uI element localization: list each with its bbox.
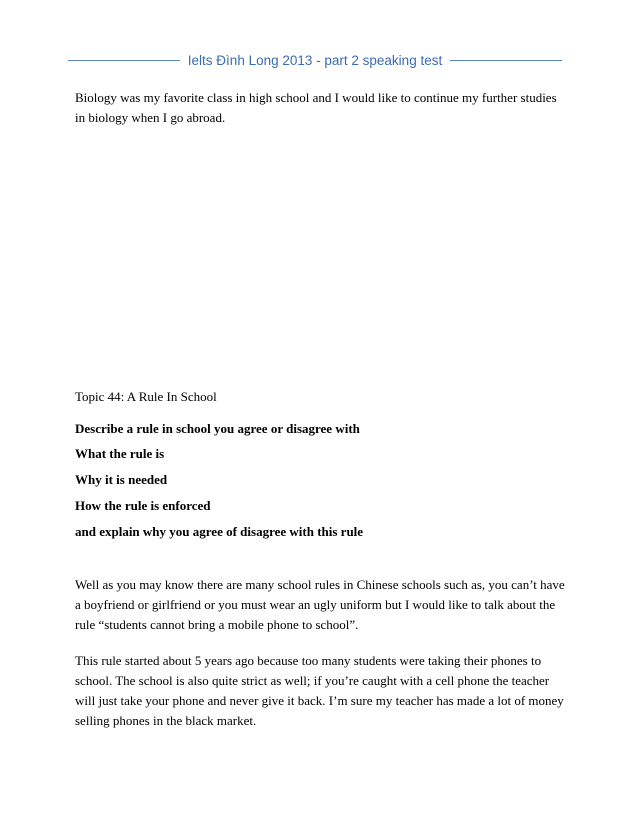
answer-paragraph-2: This rule started about 5 years ago because too many students were taking their phones to school. The school is also quite strict as well; if you’re caught with a cell phone the teacher will just take your phone and never give it back. I’m sure my teacher has made a lot of money selling phones in the black market. bbox=[75, 653, 564, 728]
cue-card-main: Describe a rule in school you agree or disagree with bbox=[75, 421, 360, 436]
page-header bbox=[68, 50, 562, 70]
cue-point-1: What the rule is bbox=[75, 446, 165, 461]
cue-point-4: and explain why you agree of disagree with this rule bbox=[75, 524, 364, 539]
intro-paragraph: Biology was my favorite class in high school and I would like to continue my further studies in biology when I go abroad. bbox=[75, 90, 557, 125]
header-rule-right bbox=[450, 60, 562, 61]
header-title: Ielts Đình Long 2013 - part 2 speaking test bbox=[187, 52, 443, 68]
cue-point-2: Why it is needed bbox=[75, 472, 168, 487]
answer-paragraph-1: Well as you may know there are many school rules in Chinese schools such as, you can’t have a boyfriend or girlfriend or you must wear an ugly uniform but I would like to talk about the rule “students cannot bring a mobile phone to school”. bbox=[75, 577, 565, 632]
header-rule-left bbox=[68, 60, 180, 61]
cue-point-3: How the rule is enforced bbox=[75, 498, 211, 513]
topic-title: Topic 44: A Rule In School bbox=[75, 389, 217, 404]
